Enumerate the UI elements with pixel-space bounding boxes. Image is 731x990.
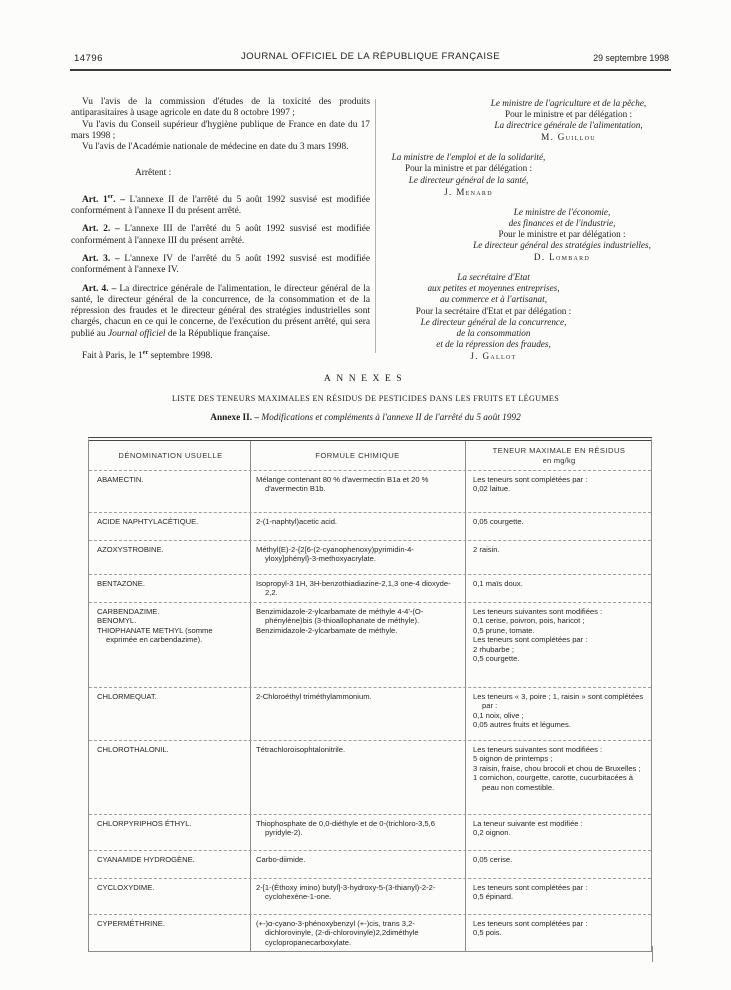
table-row [89,878,651,914]
cell-formule [250,815,465,850]
article-4 [71,284,370,340]
cell-line: 5 oignon de printemps ; [473,754,553,764]
cell-formule [250,688,465,740]
signature-line: Pour le ministre et par délégation : [498,228,626,239]
cell-line: Isopropyl-3 1H, 3H-benzothiadiazine-2,1,3 one-4 dioxyde-2,2. [256,579,451,598]
cell-line: Mélange contenant 80 % d'avermectin B1a et 20 % d'avermectin B1b. [256,475,429,494]
cell-teneur [465,741,651,814]
visa-paragraph: Vu l'avis du Conseil supérieur d'hygiène publique de France en date du 17 mars 1998 ; [71,119,370,141]
cell-line: 0,05 courgette. [473,517,524,526]
cell-denomination [89,541,250,574]
signature-line: Le directeur général des stratégies industrielles, [473,240,651,251]
article-label: Art. 3. [82,253,111,264]
annexes-section [0,373,731,423]
cell-line: La teneur suivante est modifiée : [473,819,583,828]
table-row [89,687,651,740]
article-label: Art. 1 [82,194,108,205]
cell-line: 0,5 prune, tomate. [473,625,535,635]
cell-formule [250,541,465,574]
table-row [89,850,651,878]
signature-block [380,152,669,197]
article-sep: – [108,283,120,294]
cell-line: 0,2 oignon. [473,828,511,838]
cell-denomination [89,513,250,540]
cell-line: 0,05 autres fruits et légumes. [473,720,571,730]
cell-line: AZOXYSTROBINE. [97,545,164,554]
cell-line: 2-(1-naphtyl)acetic acid. [256,517,338,526]
article-2 [71,224,370,247]
signature-line: de la consommation [456,327,531,338]
cell-line: ABAMECTIN. [97,475,144,484]
cell-formule [250,471,465,512]
cell-denomination [89,741,250,814]
cell-line: CHLOROTHALONIL. [97,745,169,754]
cell-line: BENTAZONE. [97,579,145,588]
cell-denomination [89,575,250,602]
signature-line: Le ministre de l'économie, [513,206,611,217]
cell-line: Les teneurs sont complétées par : [473,883,588,892]
article-sep: – [110,253,125,264]
table-row [89,574,651,602]
article-label: Art. 4. [82,283,109,294]
cell-denomination [89,879,250,914]
cell-line: 0,1 maïs doux. [473,579,523,588]
cell-line: Les teneurs suivantes sont modifiées : [473,607,603,616]
signatory-name: J. Menard [444,186,493,197]
article-sep: – [110,224,125,235]
signature-line: aux petites et moyennes entreprises, [427,283,560,294]
article-label: Art. 2. [82,224,111,235]
table-header-row [89,441,651,470]
annex-heading: Annexe II. – Modifications et compléments à l'annexe II de l'arrêté du 5 août 1992 [210,413,521,423]
page-header [72,50,669,65]
article-text: L'annexe III de l'arrêté du 5 août 1992 susvisé est modifiée conformément à l'annexe III du présent arrêté. [71,224,371,246]
signatory-name: J. Gallot [470,350,517,361]
article-text: de la République française. [165,328,270,339]
cell-line: Benzimidazole-2-ylcarbamate de méthyle 4-4'-(O-phénylène)bis (3-thioallophanate de méthyle). [256,607,424,626]
cell-denomination [89,688,250,740]
cell-line: 0,05 cerise. [473,855,513,864]
cell-line: 2-Chloroéthyl triméthylammonium. [256,692,372,701]
cell-line: Les teneurs sont complétées par : [473,635,588,645]
cell-formule [250,915,465,951]
cell-formule [250,575,465,602]
article-3 [71,254,370,277]
article-text: L'annexe IV de l'arrêté du 5 août 1992 susvisé est modifiée conformément à l'annexe IV. [71,253,370,276]
signature-block [380,272,669,362]
left-column [71,97,370,362]
cell-denomination [89,915,250,951]
annexes-subtitle: LISTE DES TENEURS MAXIMALES EN RÉSIDUS DE PESTICIDES DANS LES FRUITS ET LÉGUMES [171,394,560,403]
cell-formule [250,879,465,914]
cell-teneur [465,851,651,878]
header-formule: FORMULE CHIMIQUE [250,441,465,470]
signature-line: Pour le ministre et par délégation : [504,109,633,120]
table-row [89,470,651,512]
article-text: L'annexe II de l'arrêté du 5 août 1992 susvisé est modifiée conformément à l'annexe II du présent arrêté. [71,194,370,217]
cell-line: Tétrachloroisophtalonitrile. [256,745,346,754]
cell-line: CARBENDAZIME. [97,607,160,616]
cell-line: BENOMYL. [97,616,137,626]
header-teneur: TENEUR MAXIMALE EN RÉSIDUS en mg/kg [465,441,651,470]
signature-line: Le ministre de l'agriculture et de la pêche, [490,98,647,108]
cell-line: CHLORPYRIPHOS ÉTHYL. [97,819,192,828]
column-divider [375,99,376,353]
header-rule [70,69,671,71]
table-continuation-tick [652,946,653,962]
cell-line: CHLORMEQUAT. [97,692,157,701]
cell-denomination [89,603,250,687]
cell-teneur [465,815,651,850]
cell-line: CYPERMÉTHRINE. [97,919,165,928]
table-row [89,540,651,574]
signature-line: des finances et de l'industrie, [508,217,616,228]
arretent-line: Arrêtent : [135,168,172,179]
signature-block [380,207,669,263]
signature-line: Le directeur général de la santé, [408,174,529,185]
cell-line: CYANAMIDE HYDROGÈNE. [97,855,195,864]
signatory-name: D. Lombard [533,252,591,263]
cell-line: 3 raisin, fraise, chou brocoli et chou de Bruxelles ; [473,763,641,773]
cell-line: Les teneurs sont complétées par : [473,919,588,928]
cell-line: 0,1 noix, olive ; [473,710,524,720]
cell-line: Benzimidazole-2-ylcarbamate de méthyle. [256,625,398,635]
cell-line: Méthyl(E)-2-{2[6-(2-cyanophenoxy)pyrimidin-4-yloxy]phényl}-3-methoxyacrylate. [256,545,414,564]
cell-line: 0,02 laitue. [473,484,511,494]
cell-line: 0,5 pois. [473,928,502,938]
cell-denomination [89,471,250,512]
annexes-title: ANNEXES [323,373,408,384]
signature-line: La ministre de l'emploi et de la solidarité, [391,152,546,163]
cell-line: 0,5 épinard. [473,892,514,902]
article-label-sup: er [107,192,114,200]
journal-title: JOURNAL OFFICIEL DE LA RÉPUBLIQUE FRANÇAISE [240,51,501,62]
article-sep: . – [113,194,130,205]
article-italic: Journal officiel [107,328,166,339]
cell-line: Les teneurs suivantes sont modifiées : [473,745,603,754]
table-row [89,602,651,687]
table-row [89,512,651,540]
cell-line: Les teneurs « 3, poire ; 1, raisin » sont complétées par : [473,692,644,711]
header-denomination: DÉNOMINATION USUELLE [118,450,223,460]
cell-line: 2-[1-(Éthoxy imino) butyl]-3-hydroxy-5-(3-thianyl)-2-2-cyclohexène-1-one. [256,883,436,902]
cell-line: Les teneurs sont complétées par : [473,475,588,484]
article-1 [71,192,370,218]
visa-paragraph: Vu l'avis de l'Académie nationale de médecine en date du 3 mars 1998. [82,142,349,153]
signature-line: Le directeur général de la concurrence, [420,316,567,327]
cell-teneur [465,879,651,914]
cell-formule [250,741,465,814]
cell-formule [250,851,465,878]
cell-line: Carbo-diimide. [256,855,306,864]
signature-line: au commerce et à l'artisanat, [439,294,547,305]
signature-line: La directrice générale de l'alimentation, [494,120,643,131]
cell-line: ACIDE NAPHTYLACÉTIQUE. [97,517,199,526]
cell-line: 2 rhubarbe ; [473,644,514,654]
signature-line: et de la répression des fraudes, [436,338,551,349]
cell-line: 0,5 courgette. [473,654,520,664]
cell-formule [250,603,465,687]
signature-line: Pour la ministre et par délégation : [404,163,533,174]
cell-teneur [465,688,651,740]
table-row [89,740,651,814]
signature-line: Pour la secrétaire d'Etat et par délégation : [415,305,572,316]
cell-formule [250,513,465,540]
table-row [89,814,651,850]
cell-line: CYCLOXYDIME. [97,883,155,892]
cell-teneur [465,513,651,540]
residue-table [88,437,652,952]
fait-line: Fait à Paris, le 1er septembre 1998. [82,348,213,362]
cell-line: 1 cornichon, courgette, carotte, cucurbitacées à peau non comestible. [473,773,633,792]
cell-line: 0,1 cerise, poivron, pois, haricot ; [473,616,585,626]
signatory-name: M. Guillou [541,132,596,143]
cell-line: THIOPHANATE METHYL (somme exprimée en carbendazime). [97,625,213,645]
cell-denomination [89,851,250,878]
table-row [89,914,651,951]
article-text: La directrice générale de l'alimentation, le directeur général de la santé, le directeur général de la concurrence, de la consommation et de la répression des fraudes et le directeur général des stratégies industrielles sont chargés, chacun en ce qui le concerne, de l'exécution du présent arrêté, qui sera publié au [71,283,370,339]
cell-teneur [465,575,651,602]
signature-block [380,98,669,143]
cell-line: (+-)α-cyano-3-phénoxybenzyl (+-)cis, trans 3,2-dichlorovinyle, (2-di-chlorovinyle)2,2diméthyle cyclopropanecarboxylate. [256,919,419,947]
signature-line: La secrétaire d'Etat [457,272,530,283]
signatures-column [380,98,669,371]
cell-teneur [465,471,651,512]
page-number: 14796 [74,53,103,64]
visa-paragraph: Vu l'avis de la commission d'études de la toxicité des produits antiparasitaires à usage agricole en date du 8 octobre 1997 ; [71,97,370,119]
cell-line: 2 raisin. [473,545,500,554]
cell-denomination [89,815,250,850]
cell-teneur [465,541,651,574]
cell-teneur [465,603,651,687]
issue-date: 29 septembre 1998 [593,53,669,63]
cell-line: Thiophosphate de 0,0-diéthyle et de 0-(trichloro-3,5,6 pyridyle-2). [256,819,435,838]
cell-teneur [465,915,651,951]
